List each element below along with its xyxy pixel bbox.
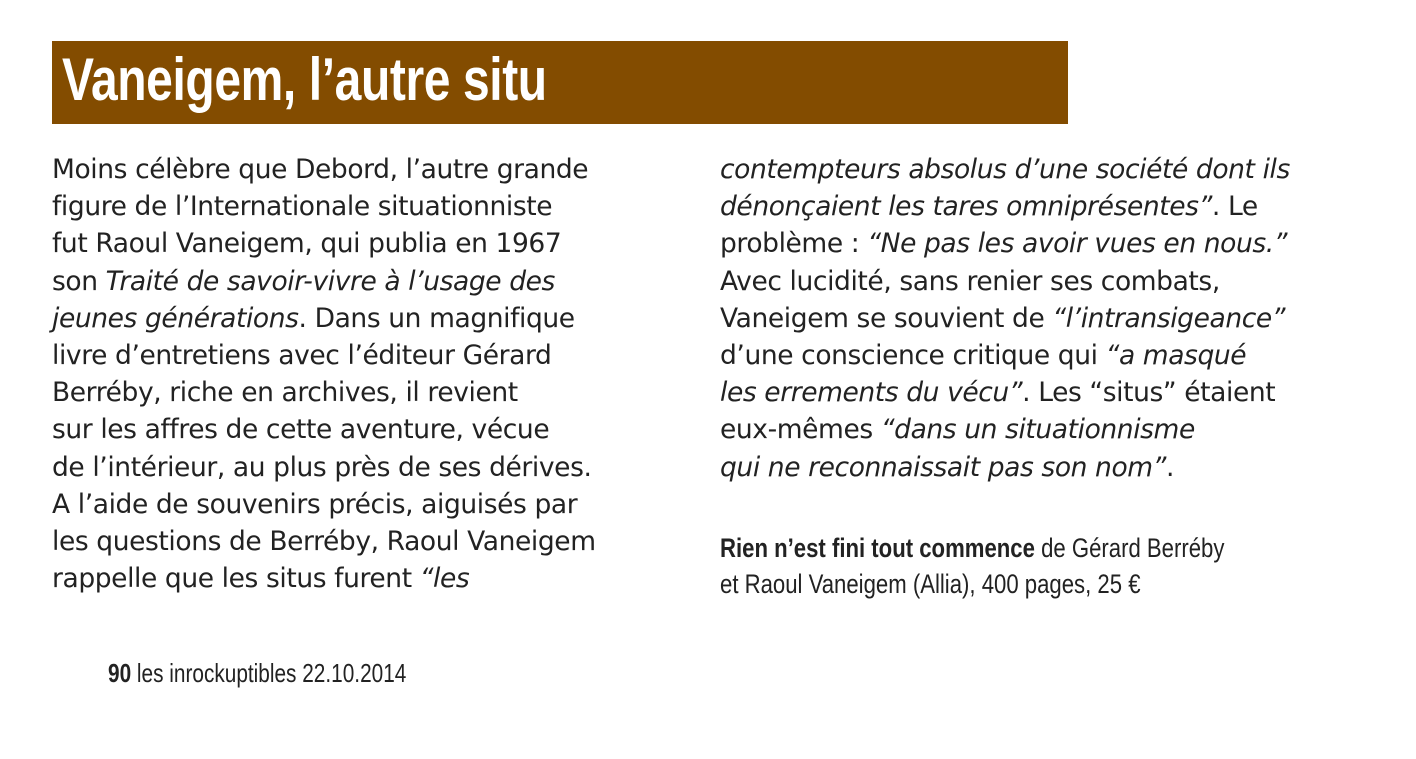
text-segment: livre d’entretiens avec l’éditeur Gérard <box>52 340 552 372</box>
text-segment: . <box>1166 451 1175 483</box>
text-line <box>52 151 692 188</box>
text-segment: sur les affres de cette aventure, vécue <box>52 414 550 446</box>
italic-segment: les errements du vécu” <box>720 377 1023 409</box>
text-line <box>52 263 692 300</box>
publication-info: les inrockuptibles 22.10.2014 <box>131 658 407 688</box>
text-line <box>52 337 692 374</box>
article-title: Vaneigem, l’autre situ <box>62 46 547 113</box>
text-segment: rappelle que les situs furent <box>52 563 420 595</box>
text-segment: . Le <box>1211 191 1258 223</box>
text-line <box>720 225 1400 262</box>
text-line <box>720 188 1400 225</box>
text-segment: problème : <box>720 228 868 260</box>
italic-segment: “Ne pas les avoir vues en nous.” <box>867 228 1288 260</box>
text-line <box>720 374 1400 411</box>
text-segment: Moins célèbre que Debord, l’autre grande <box>52 154 589 185</box>
italic-segment: “a masqué <box>1105 340 1247 372</box>
text-segment: Avec lucidité, sans renier ses combats, <box>720 265 1220 297</box>
text-segment: fut Raoul Vaneigem, qui publia en 1967 <box>52 228 562 260</box>
text-line <box>52 300 692 337</box>
text-segment: les questions de Berréby, Raoul Vaneigem <box>52 526 596 558</box>
italic-segment: “l’intransigeance” <box>1052 302 1286 334</box>
italic-segment: qui ne reconnaissait pas son nom” <box>720 451 1167 483</box>
text-line <box>720 337 1400 374</box>
text-line <box>52 411 692 448</box>
italic-segment: Traité de savoir-vivre à l’usage des <box>105 265 555 297</box>
italic-segment: jeunes générations <box>52 302 299 334</box>
text-line <box>52 449 692 486</box>
page-number: 90 <box>108 658 132 688</box>
book-authors: de Gérard Berréby <box>1034 533 1225 563</box>
text-segment: son <box>52 265 106 297</box>
text-line <box>52 188 692 225</box>
text-segment: d’une conscience critique qui <box>720 340 1106 372</box>
body-column-left <box>52 151 692 597</box>
page-footer <box>108 656 406 690</box>
text-line <box>52 523 692 560</box>
text-line <box>720 411 1400 448</box>
caption-line-2: et Raoul Vaneigem (Allia), 400 pages, 25 € <box>720 569 1141 599</box>
text-segment: figure de l’Internationale situationniste <box>52 191 553 223</box>
italic-segment: dénonçaient les tares omniprésentes” <box>720 191 1212 223</box>
text-segment: eux-mêmes <box>720 414 881 446</box>
text-segment: . Dans un magnifique <box>298 302 575 334</box>
text-line <box>720 300 1400 337</box>
text-segment: . Les “situs” étaient <box>1022 377 1276 409</box>
text-segment: A l’aide de souvenirs précis, aiguisés par <box>52 488 578 520</box>
text-line <box>720 449 1400 486</box>
text-segment: Vaneigem se souvient de <box>720 302 1053 334</box>
text-segment: de l’intérieur, au plus près de ses dérives. <box>52 451 592 483</box>
text-segment: Berréby, riche en archives, il revient <box>52 377 518 409</box>
body-column-right <box>720 151 1400 486</box>
text-line <box>52 374 692 411</box>
caption-line-1 <box>720 530 1261 566</box>
italic-segment: “les <box>419 563 470 595</box>
italic-segment: contempteurs absolus d’une société dont ils <box>720 154 1290 185</box>
text-line <box>52 225 692 262</box>
book-title: Rien n’est fini tout commence <box>720 533 1035 563</box>
text-line <box>52 486 692 523</box>
book-caption <box>720 530 1261 602</box>
text-line <box>52 560 692 597</box>
italic-segment: “dans un situationnisme <box>880 414 1195 446</box>
text-line <box>720 263 1400 300</box>
text-line <box>720 151 1400 188</box>
